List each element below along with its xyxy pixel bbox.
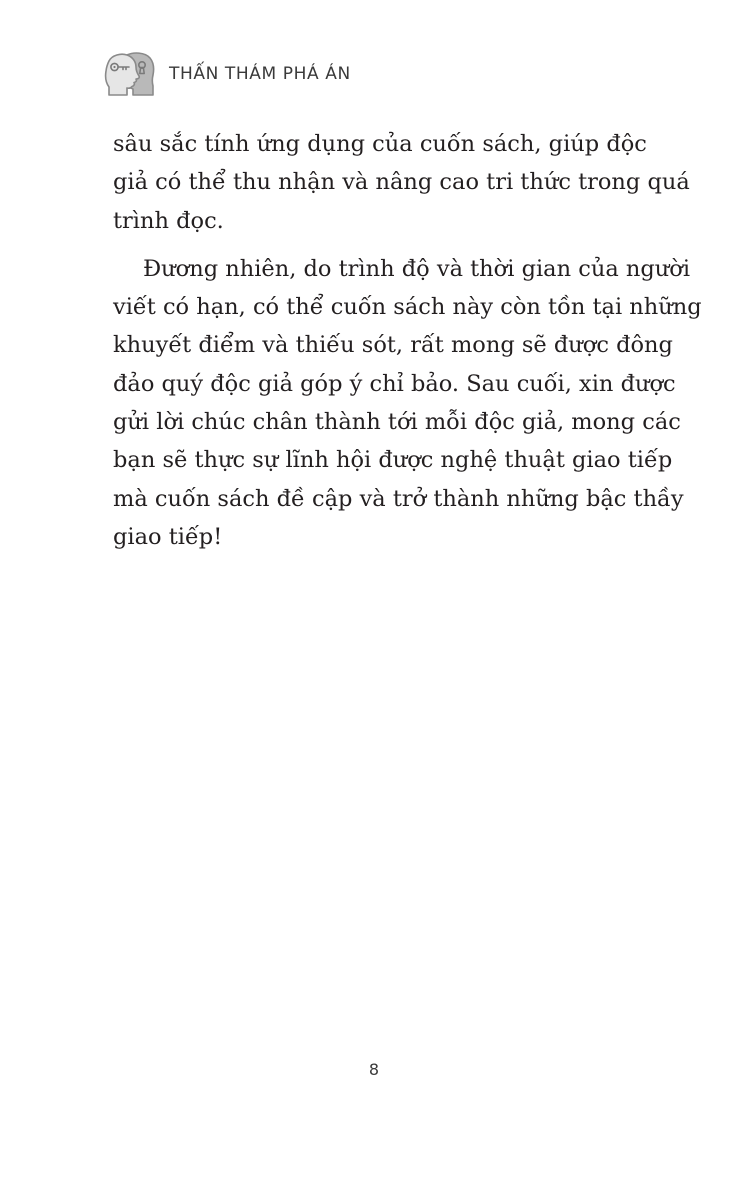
paragraph-2 — [113, 250, 702, 556]
text-line: mà cuốn sách đề cập và trở thành những bậc thầy — [113, 485, 684, 512]
text-line: giả có thể thu nhận và nâng cao tri thức trong quá — [113, 169, 690, 196]
text-line: trình đọc. — [113, 207, 224, 234]
running-header — [103, 50, 351, 98]
page-number: 8 — [368, 1060, 380, 1079]
two-heads-key-lock-icon — [103, 51, 157, 97]
text-line: sâu sắc tính ứng dụng của cuốn sách, giúp độc — [113, 131, 647, 157]
paragraph-1 — [113, 125, 690, 240]
book-title: THẤN THÁM PHÁ ÁN — [169, 64, 351, 84]
text-line: Đương nhiên, do trình độ và thời gian của người — [143, 255, 691, 282]
text-line: gửi lời chúc chân thành tới mỗi độc giả, mong các — [113, 409, 681, 436]
text-line: viết có hạn, có thể cuốn sách này còn tồn tại những — [113, 294, 702, 321]
text-line: giao tiếp! — [113, 523, 223, 550]
text-line: bạn sẽ thực sự lĩnh hội được nghệ thuật giao tiếp — [113, 447, 673, 474]
page-body — [113, 125, 702, 556]
text-line: đảo quý độc giả góp ý chỉ bảo. Sau cuối, xin được — [113, 370, 676, 397]
text-line: khuyết điểm và thiếu sót, rất mong sẽ được đông — [113, 332, 673, 359]
